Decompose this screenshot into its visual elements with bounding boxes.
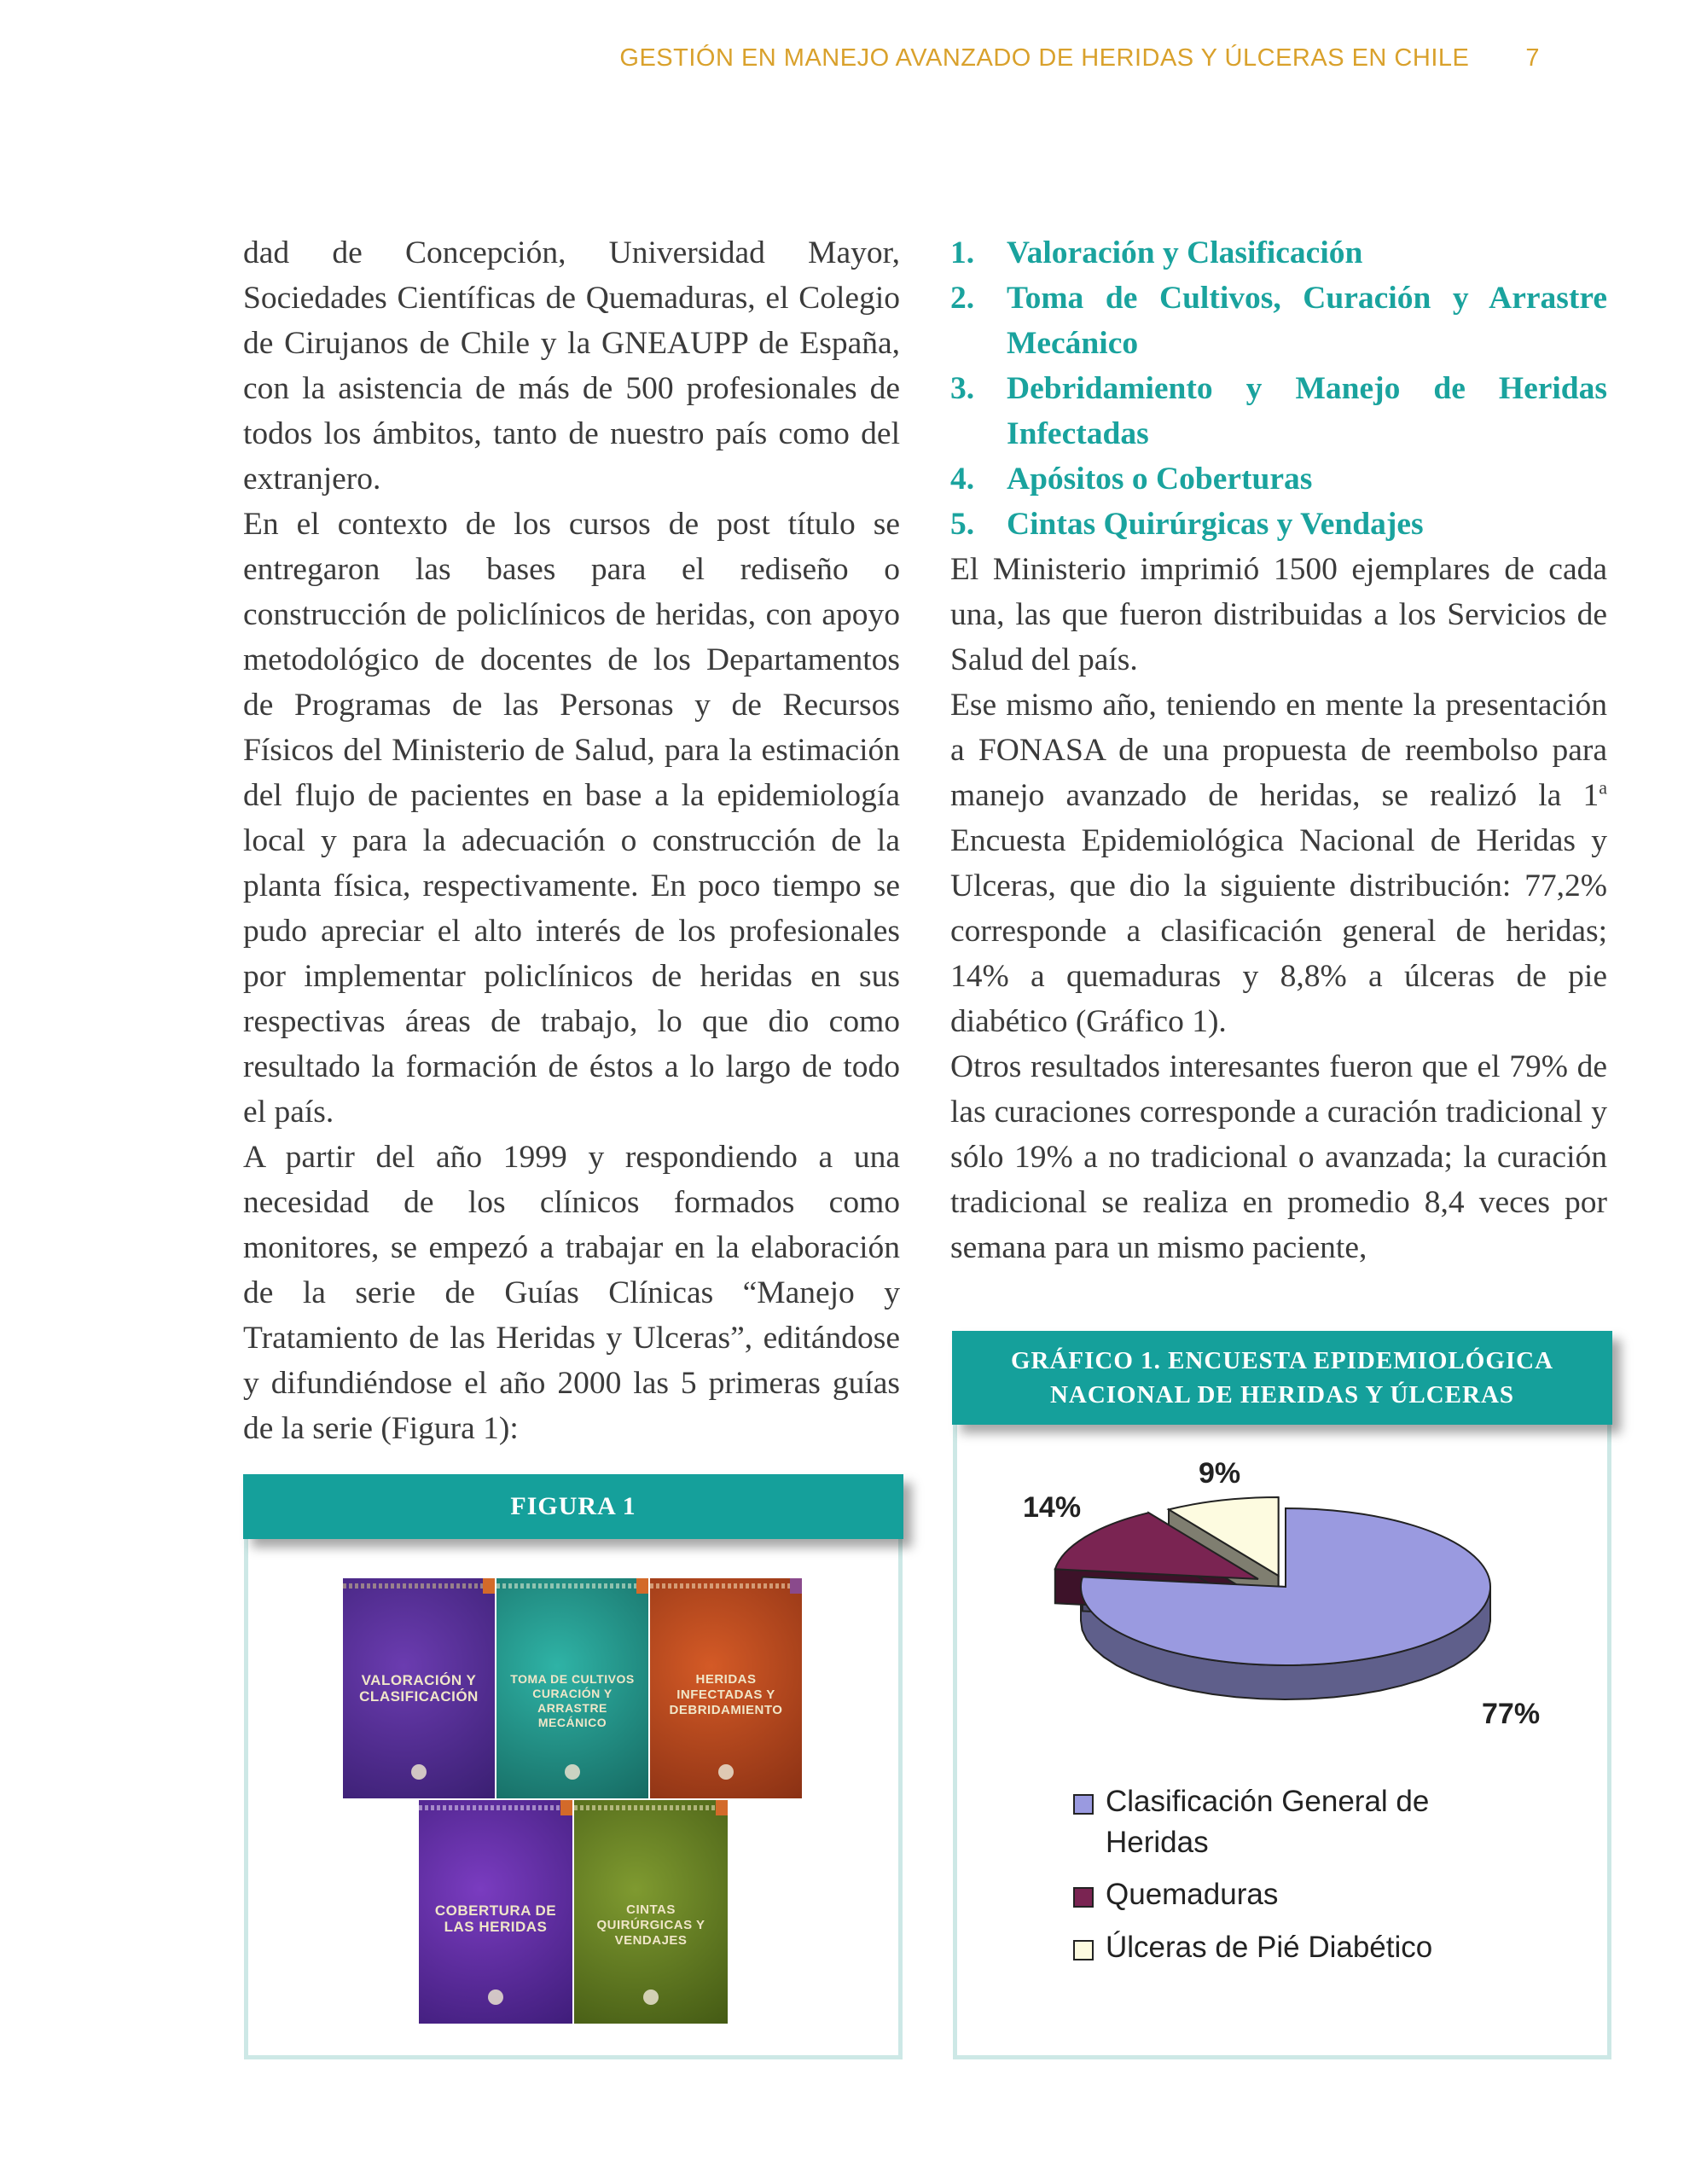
pie-data-label: 14% [1023, 1491, 1082, 1524]
ministry-emblem-icon [411, 1764, 427, 1780]
list-number: 3. [950, 371, 975, 406]
series-strip [650, 1583, 802, 1589]
ministry-emblem-icon [565, 1764, 580, 1780]
list-item [950, 502, 1607, 547]
chart-legend [1073, 1781, 1585, 1995]
series-strip [574, 1805, 728, 1810]
list-text: Valoración y Clasificación [1007, 235, 1363, 270]
legend-swatch [1073, 1887, 1094, 1908]
list-text: Apósitos o Coberturas [1007, 462, 1313, 497]
legend-label: Úlceras de Pié Diabético [1106, 1931, 1433, 1964]
book-cover [650, 1578, 802, 1798]
list-text: Debridamiento y Manejo de Heridas Infectadas [1007, 371, 1607, 451]
list-number: 4. [950, 462, 975, 497]
list-text: Cintas Quirúrgicas y Vendajes [1007, 507, 1424, 542]
pie-chart [953, 1425, 1603, 1783]
chart-caption-line: GRÁFICO 1. ENCUESTA EPIDEMIOLÓGICA [1010, 1347, 1554, 1374]
series-strip [419, 1805, 572, 1810]
number-tab [560, 1800, 572, 1815]
body-paragraph [950, 682, 1607, 1044]
legend-label: Quemaduras [1106, 1878, 1279, 1911]
list-number: 2. [950, 281, 975, 316]
body-paragraph: En el contexto de los cursos de post título se entregaron las bases para el rediseño o construcción de policlínicos de heridas, con apoyo metodológico de docentes de los Departamentos de Programas de las Personas y de Recursos Físicos del Ministerio de Salud, para la estimación del flujo de pacientes en base a la epidemiología local y para la adecuación o construcción de la planta física, respectivamente. En poco tiempo se pudo apreciar el alto interés de los profesionales por implementar policlínicos de heridas en sus respectivas áreas de trabajo, lo que dio como resultado la formación de éstos a lo largo de todo el país. [243, 507, 900, 1130]
paragraph-text: Ese mismo año, teniendo en mente la presentación a FONASA de una propuesta de reembolso para manejo avanzado de heridas, se realizó la 1 [950, 688, 1607, 813]
list-number: 1. [950, 235, 975, 270]
body-paragraph: dad de Concepción, Universidad Mayor, Sociedades Científicas de Quemaduras, el Colegio de Cirujanos de Chile y la GNEAUPP de España, con la asistencia de más de 500 profesionales de todos los ámbitos, tanto de nuestro país como del extranjero. [243, 235, 900, 497]
body-paragraph: El Ministerio imprimió 1500 ejemplares de cada una, las que fueron distribuidas a los Servicios de Salud del país. [950, 552, 1607, 677]
list-item [950, 456, 1607, 502]
legend-swatch [1073, 1940, 1094, 1960]
legend-label: Clasificación General de Heridas [1106, 1785, 1430, 1859]
cover-title: VALORACIÓN Y CLASIFICACIÓN [359, 1672, 479, 1705]
chart-caption-line: NACIONAL DE HERIDAS Y ÚLCERAS [1049, 1381, 1515, 1409]
chart-caption [952, 1331, 1612, 1425]
list-number: 5. [950, 507, 975, 542]
number-tab [483, 1578, 495, 1594]
book-cover [419, 1800, 572, 2024]
ministry-emblem-icon [488, 1989, 503, 2005]
cover-title: COBERTURA DE LAS HERIDAS [434, 1902, 557, 1935]
guides-list [950, 230, 1607, 547]
body-paragraph: A partir del año 1999 y respondiendo a una necesidad de los clínicos formados como monitores, se empezó a trabajar en la elaboración de la serie de Guías Clínicas “Manejo y Tratamiento de las Heridas y Ulceras”, editándose y difundiéndose el año 2000 las 5 primeras guías de la serie (Figura 1): [243, 1140, 900, 1446]
ordinal-superscript: a [1599, 776, 1607, 799]
cover-title: CINTAS QUIRÚRGICAS Y VENDAJES [596, 1902, 705, 1948]
pie-data-label: 9% [1199, 1457, 1241, 1490]
number-tab [716, 1800, 728, 1815]
running-header [0, 44, 1540, 73]
figure-caption: FIGURA 1 [243, 1474, 903, 1539]
series-strip [496, 1583, 648, 1589]
number-tab [636, 1578, 648, 1594]
cover-title: TOMA DE CULTIVOS CURACIÓN Y ARRASTRE MECÁNICO [510, 1672, 635, 1729]
list-item [950, 366, 1607, 456]
list-text: Toma de Cultivos, Curación y Arrastre Mecánico [1007, 281, 1607, 361]
ministry-emblem-icon [718, 1764, 734, 1780]
running-title: GESTIÓN EN MANEJO AVANZADO DE HERIDAS Y ÚLCERAS EN CHILE [619, 44, 1470, 72]
list-item [950, 276, 1607, 366]
cover-title: HERIDAS INFECTADAS Y DEBRIDAMIENTO [669, 1672, 783, 1717]
pie-data-label: 77% [1482, 1698, 1541, 1730]
page-number: 7 [1525, 44, 1540, 72]
list-item [950, 230, 1607, 276]
book-cover [574, 1800, 728, 2024]
left-column [243, 230, 900, 1451]
book-cover [343, 1578, 495, 1798]
book-cover [496, 1578, 648, 1798]
series-strip [343, 1583, 495, 1589]
right-column [950, 230, 1607, 1270]
legend-swatch [1073, 1794, 1094, 1815]
pie-slices [1055, 1497, 1490, 1699]
number-tab [790, 1578, 802, 1594]
body-paragraph: Otros resultados interesantes fueron que el 79% de las curaciones corresponde a curación tradicional y sólo 19% a no tradicional o avanzada; la curación tradicional se realiza en promedio 8,4 veces por semana para un mismo paciente, [950, 1049, 1607, 1265]
ministry-emblem-icon [643, 1989, 659, 2005]
paragraph-text: Encuesta Epidemiológica Nacional de Heridas y Ulceras, que dio la siguiente distribución: 77,2% corresponde a clasificación general de heridas; 14% a quemaduras y 8,8% a úlceras de pie diabético (Gráfico 1). [950, 823, 1607, 1039]
